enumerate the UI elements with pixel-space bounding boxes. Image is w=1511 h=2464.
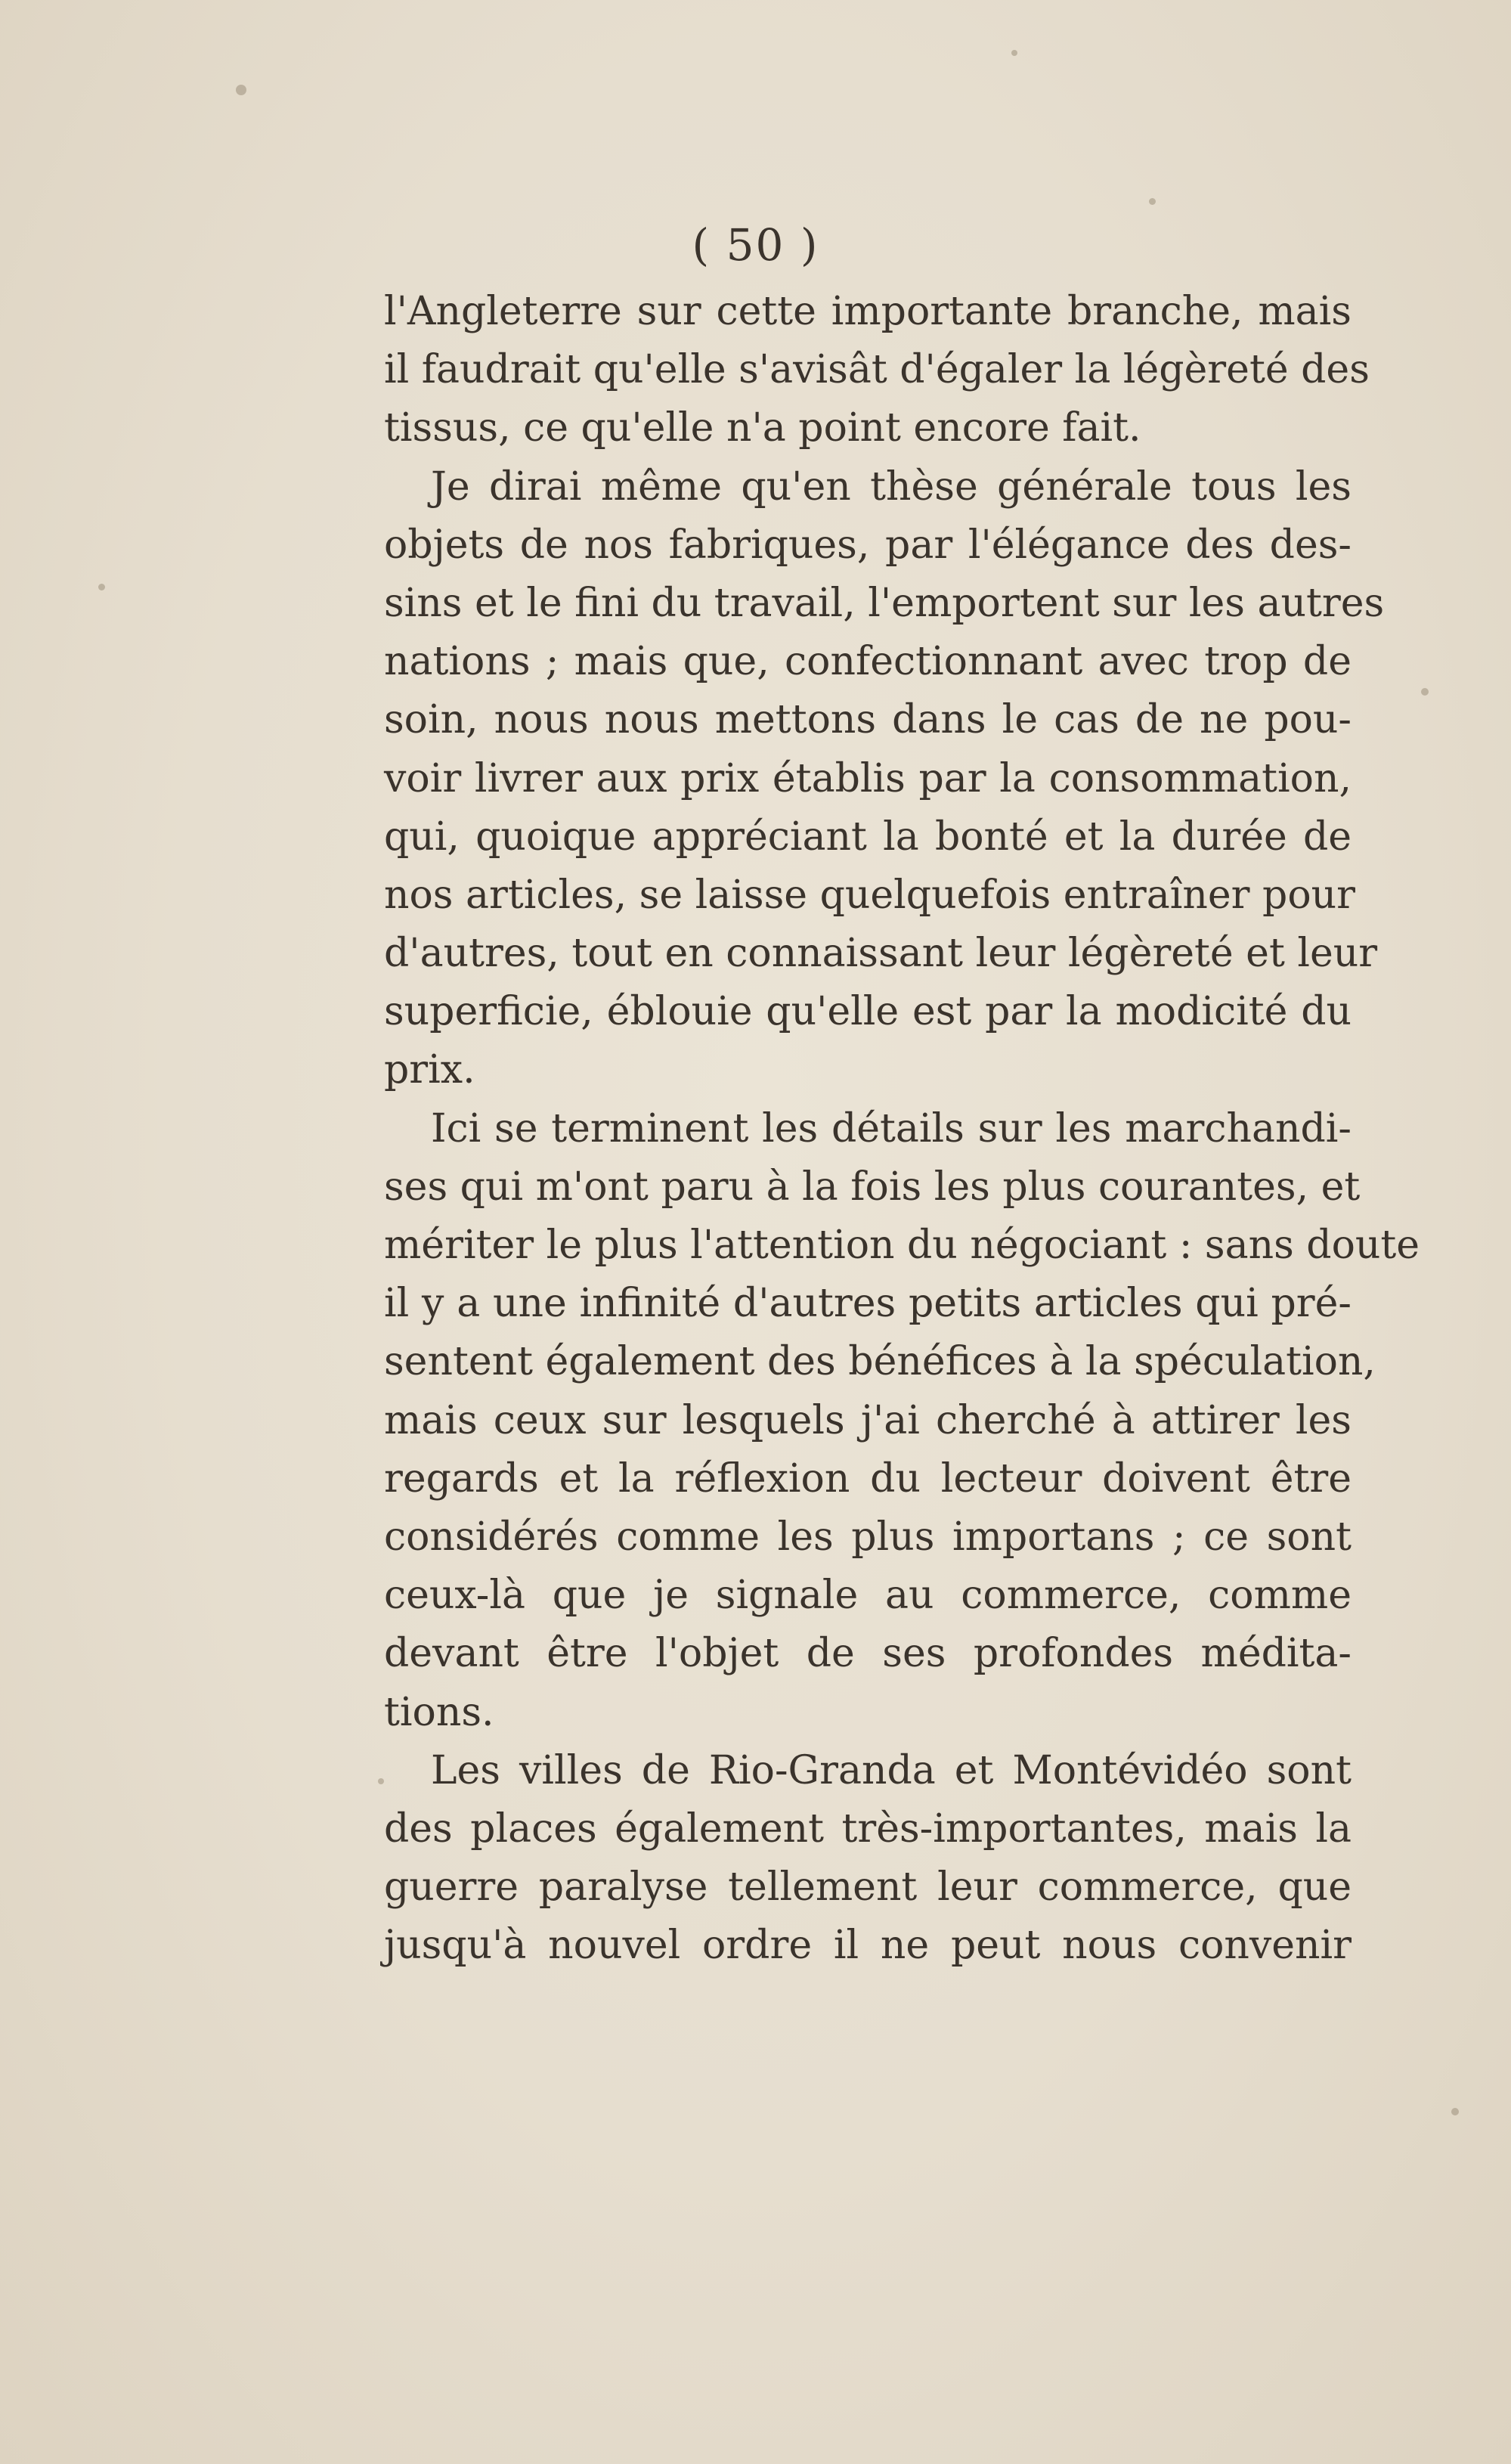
- paragraph-first-line: Je dirai même qu'en thèse générale tous les: [431, 463, 1352, 510]
- text-line: tions.: [384, 1689, 494, 1735]
- paper-spot: [1011, 50, 1017, 56]
- text-line: jusqu'à nouvel ordre il ne peut nous convenir: [384, 1923, 1352, 1969]
- text-line: nos articles, se laisse quelquefois entraîner pour: [384, 872, 1355, 918]
- text-line: prix.: [384, 1047, 475, 1093]
- paragraph-first-line: Les villes de Rio-Granda et Montévidéo sont: [431, 1747, 1352, 1793]
- page-number: ( 50 ): [692, 219, 819, 271]
- text-line: ceux-là que je signale au commerce, comme: [384, 1573, 1352, 1619]
- text-line: superficie, éblouie qu'elle est par la modicité du: [384, 989, 1352, 1035]
- text-line: qui, quoique appréciant la bonté et la durée de: [384, 814, 1352, 860]
- paper-spot: [1451, 2108, 1459, 2115]
- paper-spot: [236, 85, 246, 95]
- text-line: tissus, ce qu'elle n'a point encore fait.: [384, 405, 1141, 451]
- text-line: voir livrer aux prix établis par la consommation,: [384, 755, 1352, 801]
- text-line: soin, nous nous mettons dans le cas de ne pou-: [384, 697, 1352, 743]
- paper-spot: [1149, 198, 1156, 205]
- text-line: guerre paralyse tellement leur commerce, que: [384, 1864, 1352, 1911]
- text-line: d'autres, tout en connaissant leur légèreté et leur: [384, 931, 1378, 977]
- text-line: regards et la réflexion du lecteur doivent être: [384, 1455, 1352, 1502]
- text-line: l'Angleterre sur cette importante branche, mais: [384, 289, 1352, 334]
- text-line: ses qui m'ont paru à la fois les plus courantes, et: [384, 1164, 1361, 1210]
- text-line: des places également très-importantes, mais la: [384, 1805, 1352, 1852]
- text-line: objets de nos fabriques, par l'élégance des des-: [384, 522, 1352, 568]
- text-line: mais ceux sur lesquels j'ai cherché à attirer les: [384, 1397, 1352, 1443]
- text-line: nations ; mais que, confectionnant avec trop de: [384, 639, 1352, 685]
- text-line: sins et le fini du travail, l'emportent sur les autres: [384, 580, 1385, 626]
- text-line: devant être l'objet de ses profondes médita-: [384, 1631, 1352, 1677]
- paragraph-first-line: Ici se terminent les détails sur les marchandi-: [431, 1105, 1352, 1151]
- text-line: il faudrait qu'elle s'avisât d'égaler la légèreté des: [384, 347, 1370, 393]
- paper-spot: [378, 1778, 384, 1784]
- body-text: [384, 283, 1420, 1975]
- text-line: il y a une infinité d'autres petits articles qui pré-: [384, 1281, 1352, 1327]
- paper-spot: [1421, 688, 1429, 696]
- text-line: considérés comme les plus importans ; ce sont: [384, 1514, 1352, 1560]
- text-line: sentent également des bénéfices à la spéculation,: [384, 1339, 1376, 1385]
- paper-spot: [98, 584, 105, 590]
- text-line: mériter le plus l'attention du négociant : sans doute: [384, 1223, 1420, 1268]
